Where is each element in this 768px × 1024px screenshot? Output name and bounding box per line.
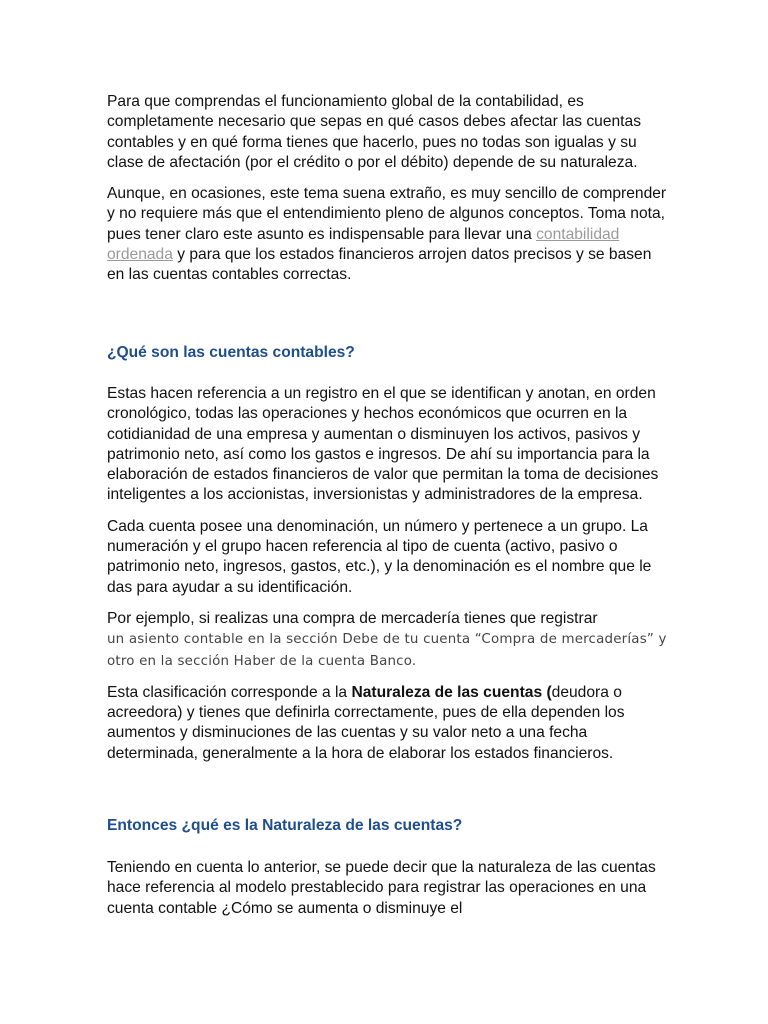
heading-naturaleza: Entonces ¿qué es la Naturaleza de las cuentas? (107, 817, 463, 834)
naturaleza-cuentas-bold: Naturaleza de las cuentas ( (351, 683, 552, 701)
paragraph-denominacion: Cada cuenta posee una denominación, un número y pertenece a un grupo. La numeración y el grupo hacen referencia al tipo de cuenta (activo, pasivo o patrimonio neto, ingresos, gastos, etc.), y la denominación es el nombre que le das para ayudar a su identificación. (107, 517, 652, 596)
paragraph-clasificacion (107, 683, 667, 764)
paragraph-clasificacion-start: Esta clasificación corresponde a la (107, 683, 352, 701)
paragraph-clasificacion-end: deudora o acreedora) y tienes que definirla correctamente, pues de ella dependen los aumentos y disminuciones de las cuentas y su valor neto a una fecha determinada, generalmente a la hora de elaborar los estados financieros. (107, 683, 625, 762)
paragraph-concepts-end: y para que los estados financieros arrojen datos precisos y se basen en las cuentas contables correctas. (107, 246, 652, 284)
naturaleza-section (107, 858, 667, 930)
intro-section (107, 92, 667, 297)
contabilidad-ordenada-link[interactable]: contabilidad ordenada (107, 225, 620, 264)
cuentas-section (107, 384, 667, 775)
paragraph-ejemplo-start: Por ejemplo, si realizas una compra de mercadería tienes que registrar (107, 609, 598, 627)
paragraph-intro: Para que comprendas el funcionamiento global de la contabilidad, es completamente necesario que sepas en qué casos debes afectar las cuentas contables y en qué forma tienes que hacerlo, pues no todas son igualas y su clase de afectación (por el crédito o por el débito) depende de su naturaleza. (107, 93, 641, 171)
paragraph-concepts-start: Aunque, en ocasiones, este tema suena extraño, es muy sencillo de comprender y no requiere más que el entendimiento pleno de algunos conceptos. Toma nota, pues tener claro este asunto es indispensable para llevar una (107, 185, 667, 243)
paragraph-concepts (107, 184, 667, 285)
paragraph-naturaleza: Teniendo en cuenta lo anterior, se puede decir que la naturaleza de las cuentas hace referencia al modelo prestablecido para registrar las operaciones en una cuenta contable ¿Cómo se aumenta o disminuye el (107, 859, 656, 917)
paragraph-definition: Estas hacen referencia a un registro en el que se identifican y anotan, en orden cronológico, todas las operaciones y hechos económicos que ocurren en la cotidianidad de una empresa y aumentan o disminuyen los activos, pasivos y patrimonio neto, así como los gastos e ingresos. De ahí su importancia para la elaboración de estados financieros de valor que permitan la toma de decisiones inteligentes a los accionistas, inversionistas y administradores de la empresa. (107, 385, 659, 504)
paragraph-ejemplo-asiento: un asiento contable en la sección Debe de tu cuenta “Compra de mercaderías” y otro en la sección Haber de la cuenta Banco. (107, 632, 667, 669)
heading-cuentas-contables: ¿Qué son las cuentas contables? (107, 344, 355, 361)
paragraph-ejemplo (107, 609, 667, 672)
